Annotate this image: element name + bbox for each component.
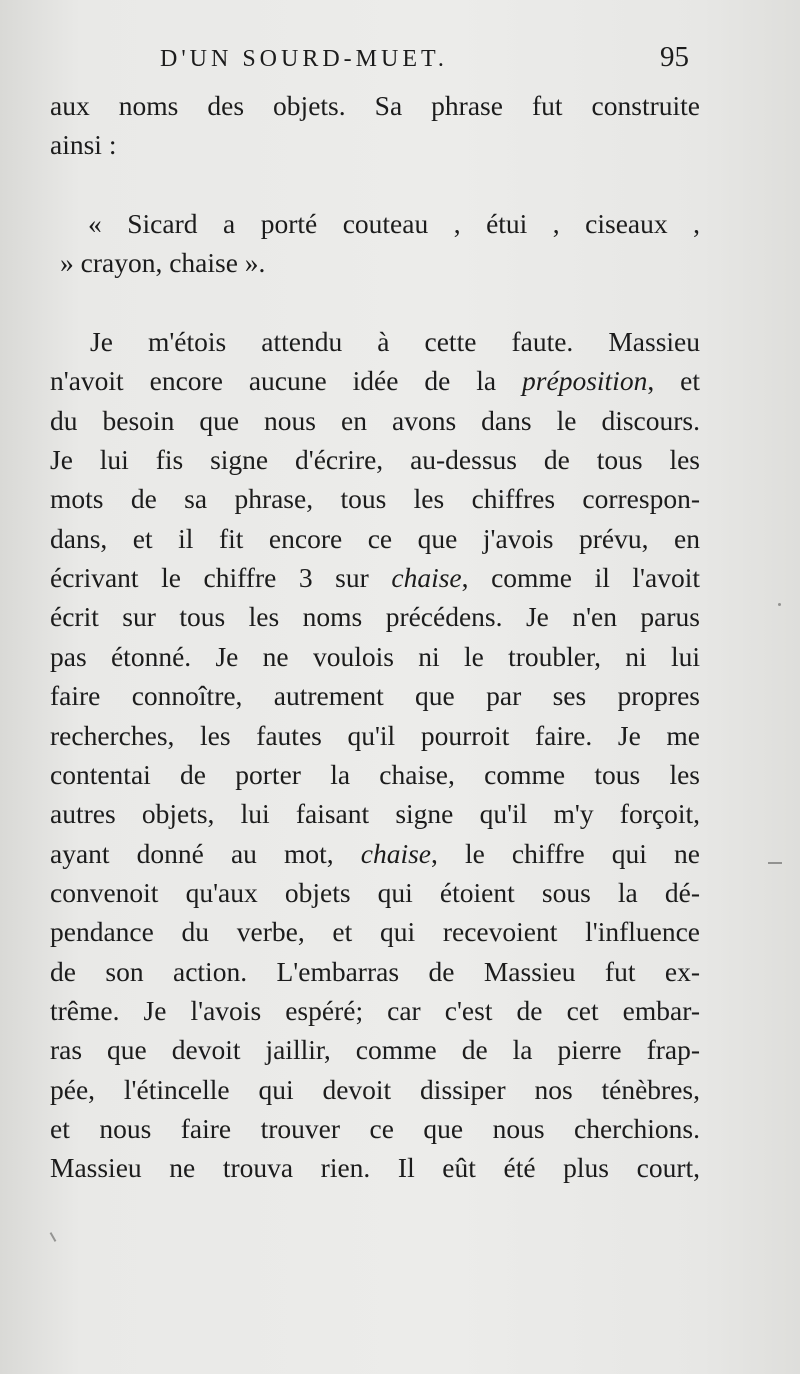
text-segment: , et [647,365,700,397]
text-segment: ayant donné au mot, [50,837,361,869]
body-text [50,86,700,1188]
paragraph-gap [50,165,700,204]
text-line: pendance du verbe, et qui recevoient l'influence [50,916,700,948]
text-segment: , le chiffre qui ne [431,837,700,869]
running-title: D'UN SOURD-MUET. [160,46,448,72]
text-segment: écrivant le chiffre 3 sur [50,562,392,594]
italic-word: chaise [391,562,462,594]
text-line: dans, et il fit encore ce que j'avois prévu, en [50,522,700,554]
text-line [50,361,700,400]
text-line: autres objets, lui faisant signe qu'il m'y forçoit, [50,798,700,830]
text-line: écrit sur tous les noms précédens. Je n'en parus [50,601,700,633]
text-line: trême. Je l'avois espéré; car c'est de cet embar- [50,994,700,1026]
italic-word: préposition [522,365,648,397]
paragraph-gap [50,283,700,322]
text-line: convenoit qu'aux objets qui étoient sous la dé- [50,876,700,908]
text-line: contentai de porter la chaise, comme tous les [50,758,700,790]
text-line: recherches, les fautes qu'il pourroit faire. Je me [50,719,700,751]
text-line: pée, l'étincelle qui devoit dissiper nos ténèbres, [50,1073,700,1105]
text-line: mots de sa phrase, tous les chiffres correspon- [50,483,700,515]
text-line: Je lui fis signe d'écrire, au-dessus de tous les [50,444,700,476]
page-number: 95 [660,41,689,73]
text-line: du besoin que nous en avons dans le discours. [50,404,700,436]
text-line [50,558,700,597]
text-segment: n'avoit encore aucune idée de la [50,365,523,397]
margin-mark [50,1232,57,1242]
text-line [50,834,700,873]
margin-mark [768,862,782,864]
text-line: aux noms des objets. Sa phrase fut construite [50,90,700,121]
italic-word: chaise [360,837,432,869]
text-line: ras que devoit jaillir, comme de la pierre frap- [50,1034,700,1066]
text-line: ainsi : [50,129,117,161]
text-line: Massieu ne trouva rien. Il eût été plus court, [50,1152,700,1184]
text-line: de son action. L'embarras de Massieu fut ex- [50,955,700,987]
quote-line: » crayon, chaise ». [60,247,266,279]
text-line: faire connoître, autrement que par ses propres [50,680,700,712]
text-segment: , comme il l'avoit [461,562,700,594]
margin-mark [778,603,781,606]
text-line: Je m'étois attendu à cette faute. Massieu [90,326,700,358]
text-line: pas étonné. Je ne voulois ni le troubler, ni lui [50,640,700,672]
text-line: et nous faire trouver ce que nous cherchions. [50,1112,700,1144]
quote-line: « Sicard a porté couteau , étui , ciseaux , [88,208,700,240]
